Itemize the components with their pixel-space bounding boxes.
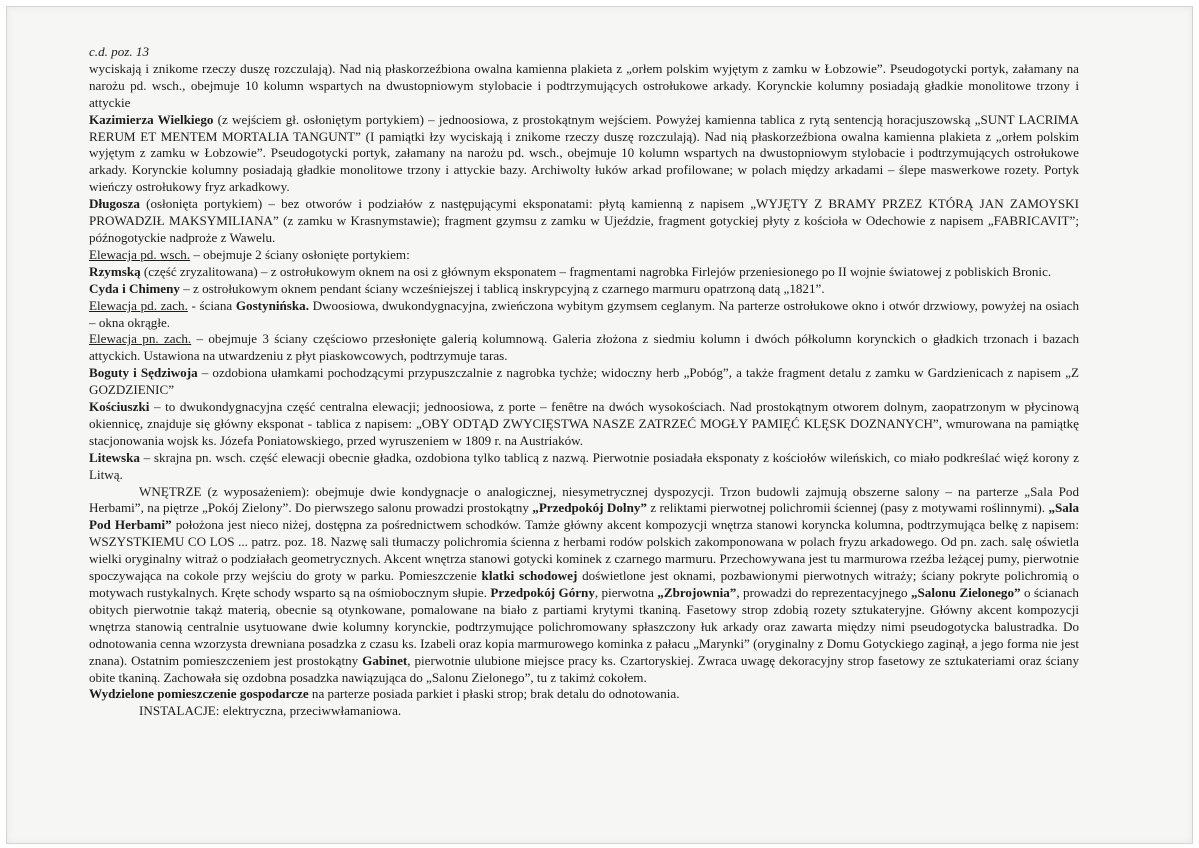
paragraph-text: WNĘTRZE (z wyposażeniem): obejmuje dwie kondygnacje o analogicznej, niesymetrycznej dyspozycji. Trzon budowli zajmują obszerne salony – na parterze „Sala Pod Herbami”, na piętrze „Pokój Zielony”. Do pierwszego salonu prowadzi prostokątny [89, 483, 1079, 516]
room-name: klatki schodowej [481, 568, 578, 584]
interior-paragraph [89, 484, 1079, 687]
elevation-heading: Elewacja pd. wsch. [89, 246, 191, 262]
document-body [89, 44, 1079, 720]
wall-name: Cyda i Chimeny [89, 280, 180, 296]
paragraph [89, 450, 1079, 484]
paragraph-text: wyciskają i znikome rzeczy duszę rozczulają). Nad nią płaskorzeźbiona owalna kamienna plakieta z „orłem polskim wyjętym z zamku w Łobzowie”. Pseudogotycki portyk, załamany na narożu pd. wsch., obejmuje 10 kolumn wspartych na dwustopniowym stylobacie i podtrzymujących ostrołukowe arkady. Korynckie kolumny posiadają gładkie monolitowe trzony i attyckie [89, 60, 1079, 110]
wall-name: Rzymską [89, 263, 141, 279]
paragraph-text: doświetlone jest oknami, pozbawionymi pierwotnych witraży; ściany pokryte polichromią o motywach rustykalnych. Kręte schody wsparto są na ośmiobocznym słupie. [89, 568, 1079, 600]
paragraph-text: na parterze posiada parkiet i płaski strop; brak detalu do odnotowania. [308, 686, 680, 702]
room-name: Gabinet [362, 652, 408, 668]
paragraph-text: , pierwotnie ulubione miejsce pracy ks. Czartoryskiej. Zwraca uwagę dekoracyjny strop fasetowy ze sztukateriami oraz ściany obite tkaniną. Zachowała się ozdobna posadzka nawiązująca do „Salonu Zielonego”, tu z takimż cokołem. [89, 652, 1079, 685]
paragraph-text: - ściana [187, 297, 236, 313]
paragraph [89, 365, 1079, 399]
paragraph-text: o ścianach obitych pierwotnie takąż materią, obecnie są otynkowane, pomalowane na biało z partiami krytymi tkaniną. Fasetowy strop zdobią rozety sztukateryjne. Główny akcent kompozycji wnętrza stanowią centralnie usytuowane dwie kolumny korynckie, podtrzymujące polichromowany spłaszczony łuk arkady oraz zawarta między nimi pseudogotycka balustradka. Do odnotowania cenna wzorzysta drewniana posadzka z czasu ks. Izabeli oraz kopia marmurowego kominka z pałacu „Marynki” (oryginalny z Domu Gotyckiego zaginął, a jego forma nie jest znana). Ostatnim pomieszczeniem jest prostokątny [89, 585, 1079, 668]
paragraph [89, 331, 1079, 365]
page-header: c.d. poz. 13 [89, 44, 150, 59]
installations-line: INSTALACJE: elektryczna, przeciwwłamaniowa. [139, 703, 402, 719]
paragraph-text: – to dwukondygnacyjna część centralna elewacji; jednoosiowa, z porte – fenêtre na dwóch wysokościach. Nad prostokątnym otworem dolnym, zaopatrzonym w płycinową okiennicę, znajduje się główny eksponat - tablica z napisem: „OBY ODTĄD ZWYCIĘSTWA NASZE ZATRZEĆ MOGŁY PAMIĘĆ KLĘSK DOZNANYCH”, wmurowana na pamiątkę stacjonowania wojsk ks. Józefa Poniatowskiego, przed wyruszeniem w 1809 r. na Austriaków. [89, 399, 1079, 448]
wall-name: Długosza [89, 196, 140, 212]
elevation-heading: Elewacja pn. zach. [89, 331, 192, 347]
paragraph [89, 112, 1079, 197]
paragraph-text: – z ostrołukowym oknem pendant ściany wcześniejszej i tablicą inskrypcyjną z czarnego marmuru opatrzoną datą „1821”. [179, 280, 825, 296]
paragraph [89, 264, 1079, 281]
paragraph-text: (z wejściem gł. osłoniętym portykiem) – jednoosiowa, z prostokątnym wejściem. Powyżej kamienna tablica z rytą sentencją horacjuszowską „SUNT LACRIMA RERUM ET MENTEM MORTALIA TANGUNT” (I pamiątki łzy wyciskają i znikome rzeczy duszę rozczulają). Nad nią płaskorzeźbiona owalna kamienna plakieta z „orłem polskim wyjętym z zamku w Łobzowie”. Pseudogotycki portyk, załamany na narożu pd. wsch., obejmuje 10 kolumn wspartych na dwustopniowym stylobacie i podtrzymujących ostrołukowe arkady. Korynckie kolumny posiadają gładkie monolitowe trzony i attyckie bazy. Archiwolty łuków arkad profilowane; w polach między arkadami – ślepe maswerkowe rozety. Portyk wieńczy ostrołukowy fryz arkadkowy. [89, 111, 1079, 195]
paragraph-text: (część zryzalitowana) – z ostrołukowym oknem na osi z głównym eksponatem – fragmentami nagrobka Firlejów przeniesionego po II wojnie światowej z pobliskich Bronic. [140, 263, 1052, 279]
paragraph-text: (osłonięta portykiem) – bez otworów i podziałów z następującymi eksponatami: płytą kamienną z napisem „WYJĘTY Z BRAMY PRZEZ KTÓRĄ JAN ZAMOYSKI PROWADZIŁ MAKSYMILIANA” (z zamku w Krasnymstawie); fragment gzymsu z zamku w Ujeździe, fragment gotyckiej płyty z kościoła w Odechowie z napisem „FABRICAVIT”; późnogotyckie nadproże z Wawelu. [89, 196, 1079, 245]
paragraph [89, 247, 1079, 264]
room-name: Wydzielone pomieszczenie gospodarcze [89, 686, 309, 702]
paragraph-text: , pierwotna [594, 585, 658, 600]
room-name: Przedpokój Górny [490, 585, 595, 600]
paragraph [89, 298, 1079, 332]
wall-name: Gostynińska. [235, 297, 309, 313]
paragraph [89, 61, 1079, 112]
paragraph [89, 686, 1079, 703]
paragraph [89, 399, 1079, 450]
paragraph-text: – obejmuje 3 ściany częściowo przesłonięte galerią kolumnową. Galeria złożona z siedmiu kolumn i dwóch półkolumn korynckich o gładkich trzonach i bazach attyckich. Ustawiona na utwardzeniu z płyt piaskowcowych, podtrzymuje taras. [89, 331, 1079, 364]
wall-name: Boguty i Sędziwoja [89, 365, 198, 381]
elevation-heading: Elewacja pd. zach. [89, 297, 188, 313]
paragraph-text: , prowadzi do reprezentacyjnego [736, 585, 911, 600]
room-name: „Przedpokój Dolny” [532, 500, 647, 516]
room-name: „Zbrojownia” [657, 585, 737, 600]
paragraph-text: położona jest nieco niżej, dostępna za pośrednictwem schodków. Tamże główny akcent kompozycji wnętrza stanowi koryncka kolumna, podtrzymująca belkę z napisem: WSZYSTKIEMU CO LOS ... patrz. poz. 18. Nazwę sali tłumaczy polichromia ścienna z herbami rodów polskich zakomponowana w polach fryzu arkadowego. Od pn. zach. salę oświetla wielki oryginalny witraż o podziałach geometrycznych. Akcent wnętrza stanowi gotycki kominek z czarnego marmuru. Przechowywana jest tu marmurowa rzeźba leżącej pumy, pierwotnie spoczywająca na cokole przy wejściu do groty w parku. Pomieszczenie [89, 517, 1079, 584]
paragraph-text: – skrajna pn. wsch. część elewacji obecnie gładka, ozdobiona tylko tablicą z nazwą. Pierwotnie posiadała eksponaty z kościołów wileńskich, co miało podkreślać więź korony z Litwą. [89, 449, 1079, 482]
room-name: „Salonu Zielonego” [910, 585, 1021, 600]
room-name: „Sala Pod Herbami” [89, 500, 1079, 533]
paragraph [89, 196, 1079, 247]
paragraph-text: Dwoosiowa, dwukondygnacyjna, zwieńczona wybitym gzymsem ceglanym. Na parterze ostrołukowe okno i otwór drzwiowy, powyżej na osiach – okna okrągłe. [89, 297, 1079, 330]
paragraph [89, 281, 1079, 298]
paragraph-text: – ozdobiona ułamkami pochodzącymi przypuszczalnie z nagrobka tychże; widoczny herb „Pobóg”, a także fragment detalu z zamku w Gardzienicach z napisem „Z GOZDZIENIC” [89, 365, 1079, 398]
wall-name: Litewska [89, 449, 140, 465]
wall-name: Kazimierza Wielkiego [89, 111, 214, 127]
wall-name: Kościuszki [89, 399, 150, 415]
paragraph-text: – obejmuje 2 ściany osłonięte portykiem: [190, 246, 410, 262]
paragraph-text: z reliktami pierwotnej polichromii ściennej (pasy z motywami roślinnymi). [646, 500, 1049, 516]
